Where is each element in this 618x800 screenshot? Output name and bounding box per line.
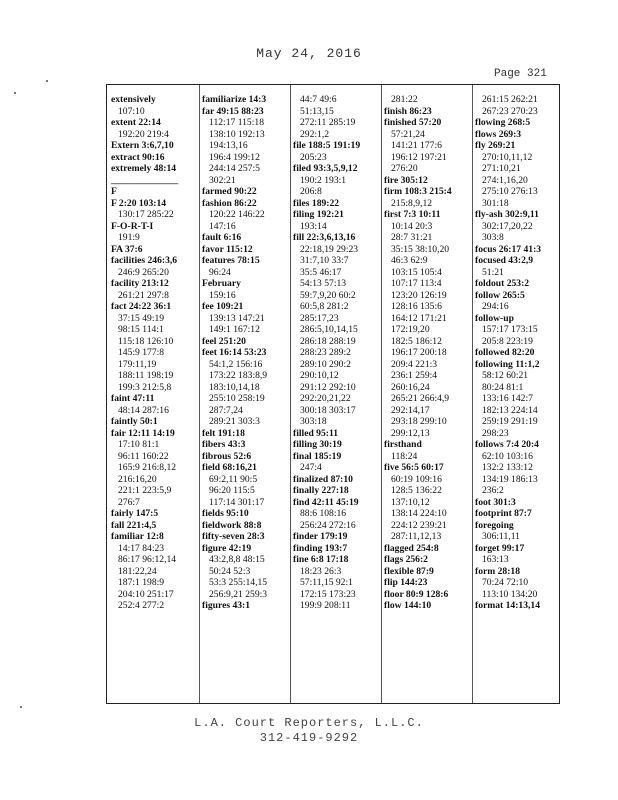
index-reference: 259:19 291:19: [482, 416, 538, 427]
index-term: field 68:16,21: [202, 462, 257, 473]
index-reference: 149:1 167:12: [209, 324, 260, 335]
index-reference: 157:17 173:15: [482, 324, 538, 335]
index-reference: 289:10 290:2: [300, 358, 351, 370]
index-reference: 22:18,19 29:23: [300, 243, 359, 255]
column-divider: [199, 85, 200, 703]
index-term: fact 24:22 36:1: [111, 301, 172, 312]
index-term: fifty-seven 28:3: [202, 531, 265, 542]
index-reference: 17:10 81:1: [118, 439, 160, 450]
index-reference: 187:1 198:9: [118, 577, 165, 588]
index-reference: 205:8 223:19: [482, 335, 533, 347]
index-term: finding 193:7: [293, 542, 348, 554]
index-reference: 43:2,8,8 48:15: [209, 554, 265, 565]
index-reference: 137:10,12: [391, 496, 430, 508]
index-reference: 191:9: [118, 232, 140, 243]
index-term: FA 37:6: [111, 243, 143, 255]
index-reference: 130:17 285:22: [118, 209, 174, 220]
index-term: focus 26:17 41:3: [475, 243, 542, 255]
index-term: finder 179:19: [293, 531, 348, 542]
index-term: F 2:20 103:14: [111, 197, 167, 209]
index-reference: 196:4 199:12: [209, 151, 260, 163]
index-term: facilities 246:3,6: [111, 255, 178, 266]
index-reference: 291:12 292:10: [300, 381, 356, 393]
index-reference: 255:10 258:19: [209, 393, 265, 404]
index-term: flip 144:23: [384, 577, 428, 588]
index-reference: 172:15 173:23: [300, 588, 356, 600]
index-term: followed 82:20: [475, 347, 535, 358]
index-reference: 60:5,8 281:2: [300, 301, 349, 312]
index-term: final 185:19: [293, 450, 342, 462]
index-reference: 244:14 257:5: [209, 163, 260, 174]
index-reference: 53:3 255:14,15: [209, 577, 268, 588]
index-term: fly-ash 302:9,11: [475, 209, 539, 220]
index-reference: 112:17 115:18: [209, 117, 264, 128]
index-reference: 113:10 134:20: [482, 588, 538, 600]
index-reference: 51:21: [482, 266, 504, 278]
index-term: flowing 268:5: [475, 117, 531, 128]
index-reference: 204:10 251:17: [118, 588, 174, 600]
index-reference: 290:10,12: [300, 370, 339, 381]
index-term: foldout 253:2: [475, 278, 530, 289]
index-reference: 256:24 272:16: [300, 519, 356, 531]
index-reference: 299:12,13: [391, 427, 430, 439]
index-term: floor 80:9 128:6: [384, 588, 449, 600]
index-reference: 164:12 171:21: [391, 312, 447, 324]
index-reference: 209:4 221:3: [391, 358, 438, 370]
index-column-1: [111, 94, 197, 694]
index-term: figure 42:19: [202, 542, 252, 554]
index-term: felt 191:18: [202, 427, 245, 439]
index-term: February: [202, 278, 241, 289]
index-reference: 215:8,9,12: [391, 197, 433, 209]
index-reference: 199:3 212:5,8: [118, 381, 172, 393]
index-reference: 107:17 113:4: [391, 278, 442, 289]
index-term: fire 305:12: [384, 174, 428, 186]
index-reference: 271:10,21: [482, 163, 521, 174]
column-divider: [381, 85, 382, 703]
index-term: ______________: [111, 174, 179, 186]
index-reference: 96:20 115:5: [209, 485, 255, 496]
index-reference: 54:13 57:13: [300, 278, 347, 289]
index-reference: 182:13 224:14: [482, 404, 538, 416]
index-term: form 28:18: [475, 565, 521, 577]
index-term: extensively: [111, 94, 156, 105]
index-reference: 260:16,24: [391, 381, 430, 393]
index-reference: 183:10,14,18: [209, 381, 260, 393]
index-reference: 159:16: [209, 289, 236, 301]
column-divider: [472, 85, 473, 703]
index-reference: 163:13: [482, 554, 509, 565]
index-reference: 252:4 277:2: [118, 600, 165, 611]
column-divider: [290, 85, 291, 703]
index-reference: 35:15 38:10,20: [391, 243, 450, 255]
index-term: flagged 254:8: [384, 542, 439, 554]
index-term: fieldwork 88:8: [202, 519, 262, 531]
index-term: foot 301:3: [475, 496, 516, 508]
index-reference: 303:18: [300, 416, 327, 427]
index-reference: 117:14 301:17: [209, 496, 265, 508]
index-term: faint 47:11: [111, 393, 155, 404]
index-reference: 132:2 133:12: [482, 462, 533, 473]
index-term: first 7:3 10:11: [384, 209, 441, 220]
index-reference: 300:18 303:17: [300, 404, 356, 416]
index-term: flags 256:2: [384, 554, 428, 565]
index-reference: 286:5,10,14,15: [300, 324, 358, 335]
index-term: flows 269:3: [475, 128, 522, 140]
index-reference: 28:7 31:21: [391, 232, 433, 243]
index-reference: 86:17 96:12,14: [118, 554, 177, 565]
index-term: filing 192:21: [293, 209, 344, 220]
index-reference: 261:21 297:8: [118, 289, 169, 301]
index-reference: 247:4: [300, 462, 322, 473]
index-term: faintly 50:1: [111, 416, 158, 427]
index-reference: 172:19,20: [391, 324, 430, 335]
index-term: feet 16:14 53:23: [202, 347, 267, 358]
index-reference: 292:20,21,22: [300, 393, 351, 404]
index-reference: 46:3 62:9: [391, 255, 428, 266]
index-reference: 276:7: [118, 496, 140, 508]
index-reference: 267:23 270:23: [482, 105, 538, 117]
index-reference: 206:8: [300, 186, 322, 197]
index-reference: 292:14,17: [391, 404, 430, 416]
index-term: forget 99:17: [475, 542, 525, 554]
index-term: fibers 43:3: [202, 439, 246, 450]
index-term: fee 109:21: [202, 301, 244, 312]
index-column-5: [475, 94, 559, 694]
index-term: fall 221:4,5: [111, 519, 157, 531]
page-number: Page 321: [494, 68, 547, 80]
index-reference: 18:23 26:3: [300, 565, 342, 577]
index-reference: 256:9,21 259:3: [209, 588, 268, 600]
index-reference: 145:9 177:8: [118, 347, 165, 358]
index-reference: 57:21,24: [391, 128, 425, 140]
index-reference: 194:13,16: [209, 140, 248, 151]
index-term: finally 227:18: [293, 485, 349, 496]
index-reference: 59:7,9,20 60:2: [300, 289, 356, 301]
index-reference: 57:11,15 92:1: [300, 577, 353, 588]
index-term: flexible 87:9: [384, 565, 434, 577]
index-reference: 302:21: [209, 174, 236, 186]
index-reference: 54:1,2 156:16: [209, 358, 263, 370]
index-term: find 42:11 45:19: [293, 496, 359, 508]
index-reference: 261:15 262:21: [482, 94, 538, 105]
header-date: May 24, 2016: [256, 46, 362, 61]
footer-company: L.A. Court Reporters, L.L.C.: [194, 716, 424, 730]
index-term: finished 57:20: [384, 117, 442, 128]
index-reference: 287:11,12,13: [391, 531, 442, 542]
index-reference: 303:8: [482, 232, 504, 243]
index-term: files 189:22: [293, 197, 340, 209]
index-reference: 292:1,2: [300, 128, 330, 140]
index-reference: 293:18 299:10: [391, 416, 447, 427]
index-term: familiarize 14:3: [202, 94, 267, 105]
index-reference: 139:13 147:21: [209, 312, 265, 324]
index-reference: 133:16 142:7: [482, 393, 533, 404]
index-column-2: [202, 94, 288, 694]
index-reference: 165:9 216:8,12: [118, 462, 177, 473]
index-reference: 103:15 105:4: [391, 266, 442, 278]
index-reference: 128:16 135:6: [391, 301, 442, 312]
index-reference: 294:16: [482, 301, 509, 312]
index-reference: 275:10 276:13: [482, 186, 538, 197]
index-reference: 37:15 49:19: [118, 312, 165, 324]
scan-speck: [20, 706, 22, 708]
index-term: foregoing: [475, 519, 514, 531]
index-term: fly 269:21: [475, 140, 516, 151]
index-reference: 288:23 289:2: [300, 347, 351, 358]
index-term: fields 95:10: [202, 508, 249, 519]
index-term: fashion 86:22: [202, 197, 257, 209]
index-reference: 196:17 200:18: [391, 347, 447, 358]
index-reference: 60:19 109:16: [391, 473, 442, 485]
index-term: extent 22:14: [111, 117, 161, 128]
index-term: five 56:5 60:17: [384, 462, 444, 473]
index-term: fill 22:3,6,13,16: [293, 232, 356, 243]
index-reference: 285:17,23: [300, 312, 339, 324]
index-term: file 188:5 191:19: [293, 140, 361, 151]
index-term: F: [111, 186, 117, 197]
index-term: fault 6:16: [202, 232, 242, 243]
index-term: follows 7:4 20:4: [475, 439, 539, 450]
index-reference: 193:14: [300, 220, 327, 232]
index-term: finish 86:23: [384, 105, 432, 117]
index-reference: 286:18 288:19: [300, 335, 356, 347]
index-reference: 31:7,10 33:7: [300, 255, 349, 266]
index-reference: 224:12 239:21: [391, 519, 447, 531]
index-term: flow 144:10: [384, 600, 432, 611]
index-reference: 58:12 60:21: [482, 370, 529, 381]
index-reference: 287:7,24: [209, 404, 243, 416]
index-reference: 120:22 146:22: [209, 209, 265, 220]
index-term: footprint 87:7: [475, 508, 532, 519]
index-reference: 298:23: [482, 427, 509, 439]
index-reference: 98:15 114:1: [118, 324, 164, 335]
index-reference: 190:2 193:1: [300, 174, 347, 186]
index-frame: [106, 84, 560, 704]
index-reference: 80:24 81:1: [482, 381, 524, 393]
index-reference: 236:2: [482, 485, 504, 496]
index-reference: 62:10 103:16: [482, 450, 533, 462]
index-reference: 96:24: [209, 266, 231, 278]
index-reference: 115:18 126:10: [118, 335, 174, 347]
index-term: facility 213:12: [111, 278, 169, 289]
index-term: fine 6:8 17:18: [293, 554, 349, 565]
index-term: following 11:1,2: [475, 358, 540, 370]
index-term: firsthand: [384, 439, 422, 450]
index-reference: 182:5 186:12: [391, 335, 442, 347]
index-reference: 44:7 49:6: [300, 94, 337, 105]
index-reference: 301:18: [482, 197, 509, 209]
index-term: Extern 3:6,7,10: [111, 140, 174, 151]
index-reference: 188:11 198:19: [118, 370, 174, 381]
index-reference: 196:12 197:21: [391, 151, 447, 163]
index-term: filed 93:3,5,9,12: [293, 163, 358, 174]
index-reference: 48:14 287:16: [118, 404, 169, 416]
index-reference: 51:13,15: [300, 105, 334, 117]
index-reference: 96:11 160:22: [118, 450, 169, 462]
index-reference: 302:17,20,22: [482, 220, 533, 232]
index-term: farmed 90:22: [202, 186, 257, 197]
index-reference: 289:21 303:3: [209, 416, 260, 427]
index-reference: 181:22,24: [118, 565, 157, 577]
index-term: focused 43:2,9: [475, 255, 534, 266]
index-reference: 138:14 224:10: [391, 508, 447, 519]
index-reference: 272:11 285:19: [300, 117, 356, 128]
index-term: finalized 87:10: [293, 473, 353, 485]
index-reference: 50:24 52:3: [209, 565, 251, 577]
index-reference: 134:19 186:13: [482, 473, 538, 485]
scan-speck: [14, 92, 16, 94]
index-term: fibrous 52:6: [202, 450, 252, 462]
index-reference: 179:11,19: [118, 358, 157, 370]
index-reference: 246:9 265:20: [118, 266, 169, 278]
index-term: firm 108:3 215:4: [384, 186, 452, 197]
index-term: extract 90:16: [111, 151, 165, 163]
index-reference: 199:9 208:11: [300, 600, 351, 611]
index-reference: 138:10 192:13: [209, 128, 265, 140]
index-term: follow 265:5: [475, 289, 525, 301]
index-term: follow-up: [475, 312, 514, 324]
index-column-4: [384, 94, 470, 694]
index-term: familiar 12:8: [111, 531, 164, 542]
index-reference: 118:24: [391, 450, 418, 462]
index-term: figures 43:1: [202, 600, 251, 611]
index-term: feel 251:20: [202, 335, 246, 347]
index-reference: 216:16,20: [118, 473, 157, 485]
index-reference: 281:22: [391, 94, 418, 105]
index-term: format 14:13,14: [475, 600, 541, 611]
index-reference: 276:20: [391, 163, 418, 174]
index-reference: 70:24 72:10: [482, 577, 529, 588]
index-reference: 205:23: [300, 151, 327, 163]
index-reference: 35:5 46:17: [300, 266, 342, 278]
index-reference: 88:6 108:16: [300, 508, 347, 519]
index-reference: 192:20 219:4: [118, 128, 169, 140]
index-term: features 78:15: [202, 255, 260, 266]
index-term: F-O-R-T-I: [111, 220, 154, 232]
index-column-3: [293, 94, 379, 694]
index-reference: 265:21 266:4,9: [391, 393, 450, 404]
index-reference: 141:21 177:6: [391, 140, 442, 151]
index-reference: 270:10,11,12: [482, 151, 533, 163]
index-term: extremely 48:14: [111, 163, 177, 174]
index-reference: 221:1 223:5,9: [118, 485, 172, 496]
index-reference: 306:11,11: [482, 531, 520, 542]
index-reference: 14:17 84:23: [118, 542, 165, 554]
index-term: far 49:15 88:23: [202, 105, 264, 117]
index-reference: 236:1 259:4: [391, 370, 438, 381]
index-term: filled 95:11: [293, 427, 339, 439]
index-term: fairly 147:5: [111, 508, 159, 519]
index-reference: 69:2,11 90:5: [209, 473, 258, 485]
index-reference: 123:20 126:19: [391, 289, 447, 301]
index-term: favor 115:12: [202, 243, 253, 255]
index-reference: 173:22 183:8,9: [209, 370, 268, 381]
index-term: fair 12:11 14:19: [111, 427, 175, 439]
index-reference: 147:16: [209, 220, 236, 232]
index-reference: 128:5 136:22: [391, 485, 442, 496]
footer-phone: 312-419-9292: [259, 731, 359, 745]
index-term: filling 30:19: [293, 439, 342, 450]
index-reference: 274:1,16,20: [482, 174, 528, 186]
index-reference: 107:10: [118, 105, 145, 117]
scan-speck: [46, 80, 48, 82]
index-reference: 10:14 20:3: [391, 220, 433, 232]
